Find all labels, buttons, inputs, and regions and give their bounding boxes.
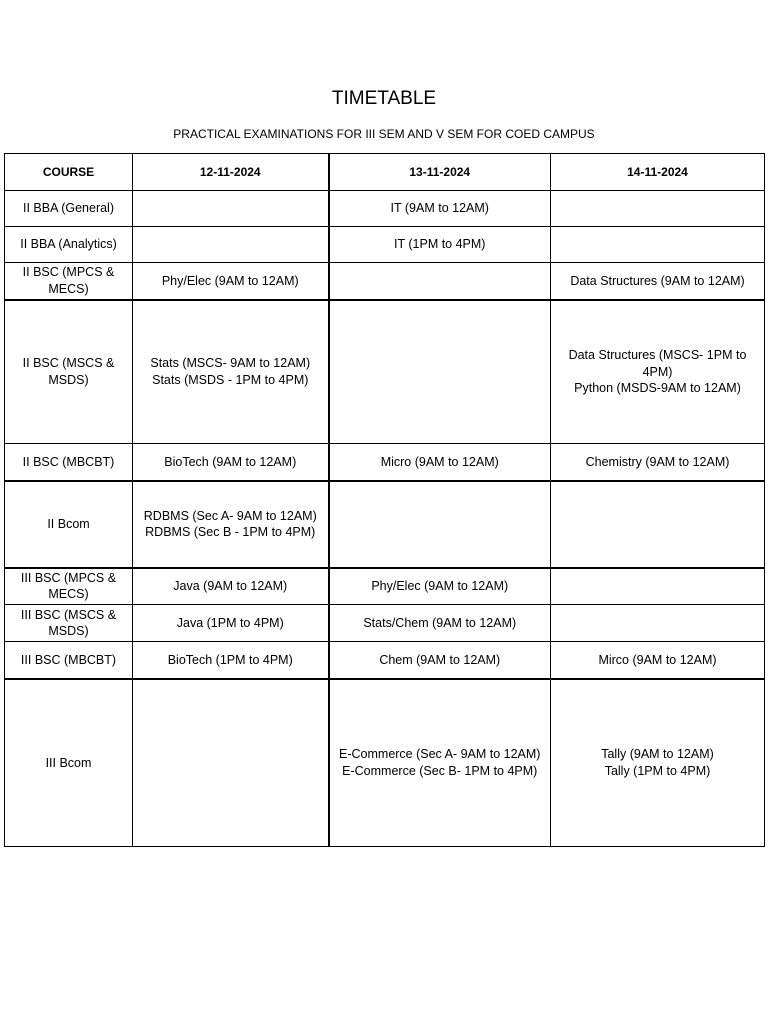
exam-line: E-Commerce (Sec B- 1PM to 4PM): [342, 763, 538, 778]
header-date-1: 12-11-2024: [133, 154, 329, 191]
exam-line: Stats (MSDS - 1PM to 4PM): [152, 372, 309, 387]
exam-cell: [551, 679, 765, 847]
exam-line: Tally (1PM to 4PM): [604, 763, 711, 778]
exam-cell: IT (9AM to 12AM): [329, 191, 551, 227]
course-cell: II BSC (MPCS & MECS): [5, 263, 133, 300]
exam-cell: [551, 227, 765, 263]
exam-cell: [133, 481, 329, 568]
exam-cell: BioTech (9AM to 12AM): [133, 444, 329, 481]
exam-cell: Data Structures (9AM to 12AM): [551, 263, 765, 300]
exam-line: Tally (9AM to 12AM): [601, 747, 714, 762]
exam-cell: IT (1PM to 4PM): [329, 227, 551, 263]
course-cell: III Bcom: [5, 679, 133, 847]
course-cell: II BBA (Analytics): [5, 227, 133, 263]
exam-cell: Micro (9AM to 12AM): [329, 444, 551, 481]
exam-cell: Mirco (9AM to 12AM): [551, 642, 765, 679]
exam-cell: Chemistry (9AM to 12AM): [551, 444, 765, 481]
exam-cell: [133, 191, 329, 227]
table-row: [5, 300, 765, 444]
exam-cell: Java (1PM to 4PM): [133, 605, 329, 642]
table-row: [5, 679, 765, 847]
timetable: [4, 153, 765, 847]
course-cell: III BSC (MPCS & MECS): [5, 568, 133, 605]
exam-line: Data Structures (MSCS- 1PM to 4PM): [568, 348, 747, 379]
exam-cell: BioTech (1PM to 4PM): [133, 642, 329, 679]
course-cell: II BBA (General): [5, 191, 133, 227]
exam-cell: [133, 300, 329, 444]
header-date-2: 13-11-2024: [329, 154, 551, 191]
header-date-3: 14-11-2024: [551, 154, 765, 191]
exam-cell: [551, 605, 765, 642]
table-row: [5, 568, 765, 605]
exam-cell: [551, 568, 765, 605]
exam-cell: [329, 481, 551, 568]
exam-cell: [133, 679, 329, 847]
exam-cell: [329, 300, 551, 444]
table-row: [5, 642, 765, 679]
exam-line: Stats (MSCS- 9AM to 12AM): [150, 356, 311, 371]
exam-cell: [133, 227, 329, 263]
header-row: [5, 154, 765, 191]
table-row: [5, 227, 765, 263]
exam-cell: [329, 263, 551, 300]
exam-cell: [551, 191, 765, 227]
course-cell: III BSC (MSCS & MSDS): [5, 605, 133, 642]
table-row: [5, 481, 765, 568]
exam-cell: [551, 300, 765, 444]
table-row: [5, 191, 765, 227]
course-cell: II BSC (MBCBT): [5, 444, 133, 481]
exam-line: Python (MSDS-9AM to 12AM): [574, 381, 741, 395]
course-cell: III BSC (MBCBT): [5, 642, 133, 679]
exam-cell: Phy/Elec (9AM to 12AM): [329, 568, 551, 605]
exam-cell: Stats/Chem (9AM to 12AM): [329, 605, 551, 642]
page-title: TIMETABLE: [331, 88, 437, 109]
page-subtitle: PRACTICAL EXAMINATIONS FOR III SEM AND V SEM FOR COED CAMPUS: [173, 127, 595, 141]
course-cell: II Bcom: [5, 481, 133, 568]
table-row: [5, 263, 765, 300]
exam-line: RDBMS (Sec A- 9AM to 12AM): [143, 508, 317, 523]
exam-cell: Chem (9AM to 12AM): [329, 642, 551, 679]
table-row: [5, 605, 765, 642]
header-course: COURSE: [5, 154, 133, 191]
exam-cell: Phy/Elec (9AM to 12AM): [133, 263, 329, 300]
table-row: [5, 444, 765, 481]
exam-cell: [551, 481, 765, 568]
exam-line: RDBMS (Sec B - 1PM to 4PM): [145, 525, 316, 539]
exam-cell: [329, 679, 551, 847]
exam-cell: Java (9AM to 12AM): [133, 568, 329, 605]
exam-line: E-Commerce (Sec A- 9AM to 12AM): [339, 747, 541, 762]
course-cell: II BSC (MSCS & MSDS): [5, 300, 133, 444]
